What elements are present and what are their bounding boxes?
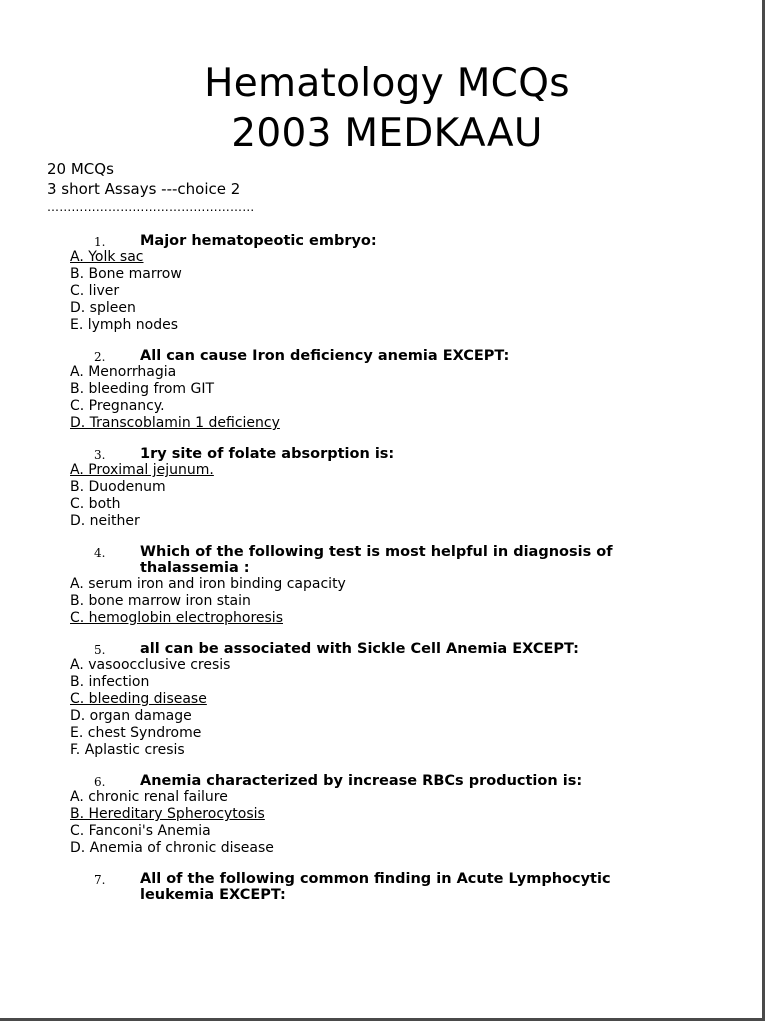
question-block (0, 233, 768, 334)
answer-option: A. serum iron and iron binding capacity (70, 576, 346, 592)
question-number: 4. (94, 546, 106, 560)
question-number: 3. (94, 448, 106, 462)
question-number: 1. (94, 235, 106, 249)
question-text (0, 348, 768, 364)
question-block (0, 641, 768, 759)
answer-option: C. liver (70, 283, 120, 299)
answer-option: D. Anemia of chronic disease (70, 840, 274, 856)
answer-option: C. Pregnancy. (70, 398, 165, 414)
answer-option-correct: A. Proximal jejunum. (70, 462, 214, 478)
document-title-line-1: Hematology MCQs (204, 61, 570, 106)
question-text (0, 641, 768, 657)
question-block (0, 544, 768, 627)
question-text (0, 233, 768, 249)
question-stem: Major hematopeotic embryo: (140, 233, 377, 249)
document-title-line-2: 2003 MEDKAAU (231, 111, 543, 156)
answer-option: A. vasoocclusive cresis (70, 657, 231, 673)
answer-option: A. chronic renal failure (70, 789, 228, 805)
question-block (0, 348, 768, 432)
question-number: 7. (94, 873, 106, 887)
answer-option: C. Fanconi's Anemia (70, 823, 211, 839)
answer-option: D. neither (70, 513, 140, 529)
question-stem: All can cause Iron deficiency anemia EXCEPT: (140, 348, 510, 364)
answer-option: D. organ damage (70, 708, 192, 724)
answer-option-correct: C. hemoglobin electrophoresis (70, 610, 283, 626)
question-text (0, 773, 768, 789)
question-stem: 1ry site of folate absorption is: (140, 446, 395, 462)
answer-option-correct: C. bleeding disease (70, 691, 207, 707)
question-block (0, 871, 768, 903)
answer-option: C. both (70, 496, 121, 512)
answer-option-correct: B. Hereditary Spherocytosis (70, 806, 265, 822)
question-number: 5. (94, 643, 106, 657)
answer-option: B. Duodenum (70, 479, 166, 495)
question-number: 6. (94, 775, 106, 789)
answer-option: D. spleen (70, 300, 136, 316)
answer-option: E. chest Syndrome (70, 725, 202, 741)
question-number: 2. (94, 350, 106, 364)
answer-option: B. infection (70, 674, 150, 690)
question-stem: all can be associated with Sickle Cell Anemia EXCEPT: (140, 641, 579, 657)
mcq-count: 20 MCQs (47, 160, 114, 178)
question-text (0, 871, 768, 903)
question-block (0, 446, 768, 530)
answer-option-correct: D. Transcoblamin 1 deficiency (70, 415, 280, 431)
question-block (0, 773, 768, 857)
answer-option: F. Aplastic cresis (70, 742, 185, 758)
answer-option-correct: A. Yolk sac (70, 249, 144, 265)
question-stem: Which of the following test is most helpful in diagnosis of thalassemia : (140, 544, 613, 576)
dotted-separator: …………………………………………… (47, 200, 255, 214)
answer-option: E. lymph nodes (70, 317, 179, 333)
answer-option: B. Bone marrow (70, 266, 182, 282)
question-stem: All of the following common finding in Acute Lymphocytic leukemia EXCEPT: (140, 871, 611, 903)
answer-option: B. bone marrow iron stain (70, 593, 251, 609)
answer-option: A. Menorrhagia (70, 364, 177, 380)
question-text (0, 446, 768, 462)
essay-info: 3 short Assays ---choice 2 (47, 180, 241, 198)
answer-option: B. bleeding from GIT (70, 381, 215, 397)
question-text (0, 544, 768, 576)
question-list (0, 233, 768, 917)
question-stem: Anemia characterized by increase RBCs production is: (140, 773, 583, 789)
